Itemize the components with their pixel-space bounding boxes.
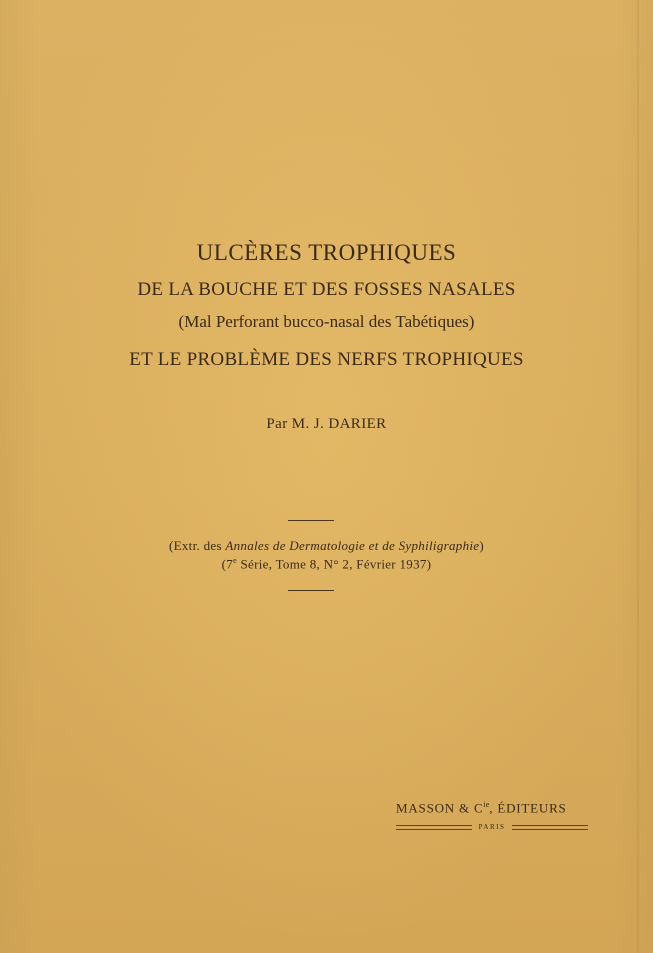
issue-series: (7 xyxy=(221,556,234,572)
title-line-1: ULCÈRES TROPHIQUES xyxy=(196,240,457,265)
extract-line xyxy=(0,538,653,554)
publisher-name-sup: ie xyxy=(483,800,490,809)
author-line: Par M. J. DARIER xyxy=(266,416,387,432)
divider-bottom xyxy=(288,590,334,591)
issue-details: Série, Tome 8, N° 2, Février 1937) xyxy=(236,556,432,572)
publisher-city: PARIS xyxy=(478,823,506,831)
subtitle-line: (Mal Perforant bucco-nasal des Tabétiques) xyxy=(178,312,475,331)
divider-top xyxy=(288,520,334,521)
double-rule-right xyxy=(512,825,588,830)
title-line-4: ET LE PROBLÈME DES NERFS TROPHIQUES xyxy=(129,349,524,370)
publisher-name xyxy=(396,800,588,816)
title-line-2: DE LA BOUCHE ET DES FOSSES NASALES xyxy=(137,279,516,300)
extract-prefix: (Extr. des xyxy=(168,538,226,553)
issue-line xyxy=(0,556,653,572)
publisher-name-part2: , ÉDITEURS xyxy=(489,800,567,816)
extract-suffix: ) xyxy=(479,538,485,553)
publisher-name-part1: MASSON & C xyxy=(396,800,484,816)
journal-name: Annales de Dermatologie et de Syphiligraphie xyxy=(225,538,480,553)
issue-series-sup: e xyxy=(233,556,237,565)
publisher-city-row xyxy=(396,821,588,833)
double-rule-left xyxy=(396,825,472,830)
